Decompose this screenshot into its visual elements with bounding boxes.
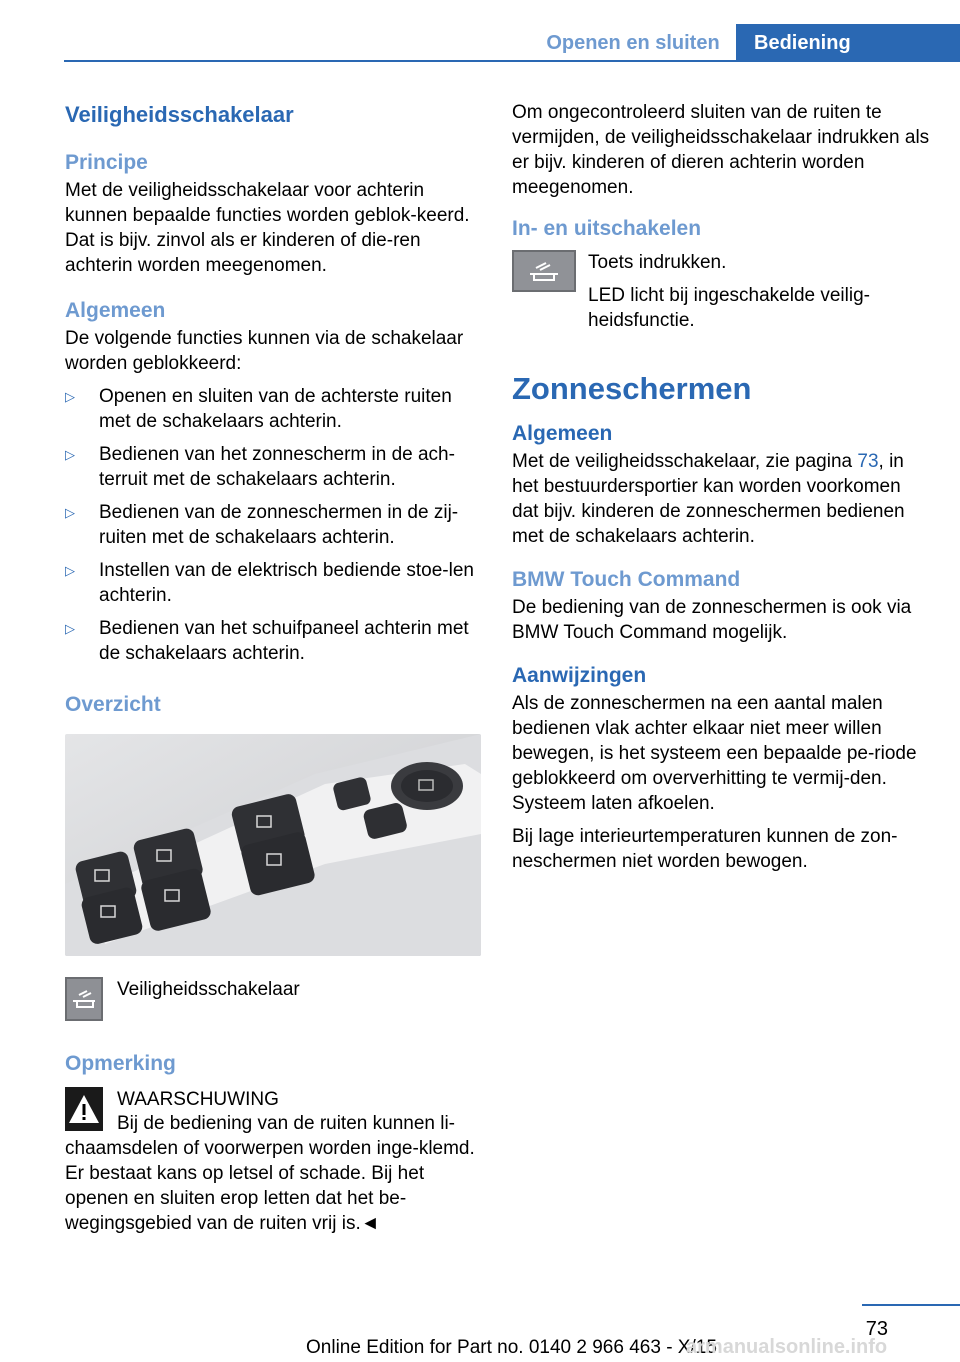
principe-text: Met de veiligheidsschakelaar voor achterin kunnen bepaalde functies worden geblok-keerd. Dat is bijv. zinvol als er kinderen of die-ren achterin worden meegenomen. (65, 180, 470, 276)
window-switch-photo (65, 734, 481, 956)
bullet-triangle-icon: ▷ (65, 505, 75, 520)
overzicht-heading: Overzicht (65, 693, 161, 716)
zonneschermen-title: Zonneschermen (512, 371, 752, 406)
footer-rule (862, 1304, 960, 1306)
opmerking-heading: Opmerking (65, 1052, 176, 1075)
bullet-triangle-icon: ▷ (65, 447, 75, 462)
warning-text: Bij de bediening van de ruiten kunnen li-chaamsdelen of voorwerpen worden inge-klemd. Er bestaat kans op letsel of schade. Bij het openen en sluiten erop letten dat het be-wegingsgebied van de ruiten vrij is.◄ (65, 1113, 475, 1234)
bmw-heading: BMW Touch Command (512, 568, 741, 591)
safety-switch-icon (65, 977, 103, 1021)
algemeen2-text: Met de veiligheidsschakelaar, zie pagina 73, in het bestuurdersportier kan worden voorkomen dat bijv. kinderen de zonneschermen bedienen met de schakelaars achterin. (512, 451, 905, 547)
list-item: ▷ Bedienen van de zonneschermen in de zij-ruiten met de schakelaars achterin. (65, 502, 459, 548)
bullet-triangle-icon: ▷ (65, 563, 75, 578)
bullet-triangle-icon: ▷ (65, 389, 75, 404)
aanwijzingen-text-2: Bij lage interieurtemperaturen kunnen de zon-neschermen niet worden bewogen. (512, 826, 898, 872)
header-section-tab[interactable]: Openen en sluiten (546, 32, 720, 54)
algemeen-text: De volgende functies kunnen via de schakelaar worden geblokkeerd: (65, 328, 464, 374)
intro-text: Om ongecontroleerd sluiten van de ruiten te vermijden, de veiligheidsschakelaar indrukken als er bijv. kinderen of dieren achterin worden meegenomen. (512, 102, 930, 198)
list-item: ▷ Instellen van de elektrisch bediende stoe-len achterin. (65, 560, 474, 606)
list-item: ▷ Bedienen van het schuifpaneel achterin met de schakelaars achterin. (65, 618, 469, 664)
caption-row (65, 977, 481, 1021)
list-item: ▷ Bedienen van het zonnescherm in de ach-terruit met de schakelaars achterin. (65, 444, 455, 490)
algemeen-heading: Algemeen (65, 299, 166, 322)
in-uit-heading: In- en uitschakelen (512, 217, 702, 240)
icon-caption: Veiligheidsschakelaar (117, 979, 300, 1000)
warning-icon (65, 1087, 103, 1131)
header-chapter-tab[interactable]: Bediening (736, 24, 960, 62)
bmw-text: De bediening van de zonneschermen is ook via BMW Touch Command mogelijk. (512, 597, 912, 643)
bullet-triangle-icon: ▷ (65, 621, 75, 636)
toggle-step-1: Toets indrukken. (588, 252, 727, 273)
right-column (512, 100, 932, 874)
page-link[interactable]: 73 (857, 451, 879, 472)
page-number: 73 (865, 1318, 888, 1340)
watermark: armanualsonline.info (686, 1336, 888, 1358)
list-item: ▷ Openen en sluiten van de achterste ruiten met de schakelaars achterin. (65, 386, 452, 432)
aanwijzingen-text-1: Als de zonneschermen na een aantal malen bedienen vlak achter elkaar niet meer willen bewegen, is het systeem een bepaalde pe-riode geblokkeerd om oververhitting te vermij-den. Systeem laten afkoelen. (512, 693, 917, 814)
aanwijzingen-heading: Aanwijzingen (512, 664, 647, 687)
warning-block (65, 1087, 481, 1131)
section-title: Veiligheidsschakelaar (65, 102, 294, 127)
edition-note: Online Edition for Part no. 0140 2 966 463 - X/15 (306, 1337, 717, 1358)
left-column (65, 100, 481, 1236)
warning-title: WAARSCHUWING (117, 1089, 279, 1110)
principe-heading: Principe (65, 151, 148, 174)
safety-switch-button-icon (512, 250, 576, 292)
toggle-step-2: LED licht bij ingeschakelde veilig-heidsfunctie. (588, 285, 870, 331)
algemeen2-heading: Algemeen (512, 422, 613, 445)
function-list (65, 384, 481, 666)
toggle-row (512, 250, 932, 333)
